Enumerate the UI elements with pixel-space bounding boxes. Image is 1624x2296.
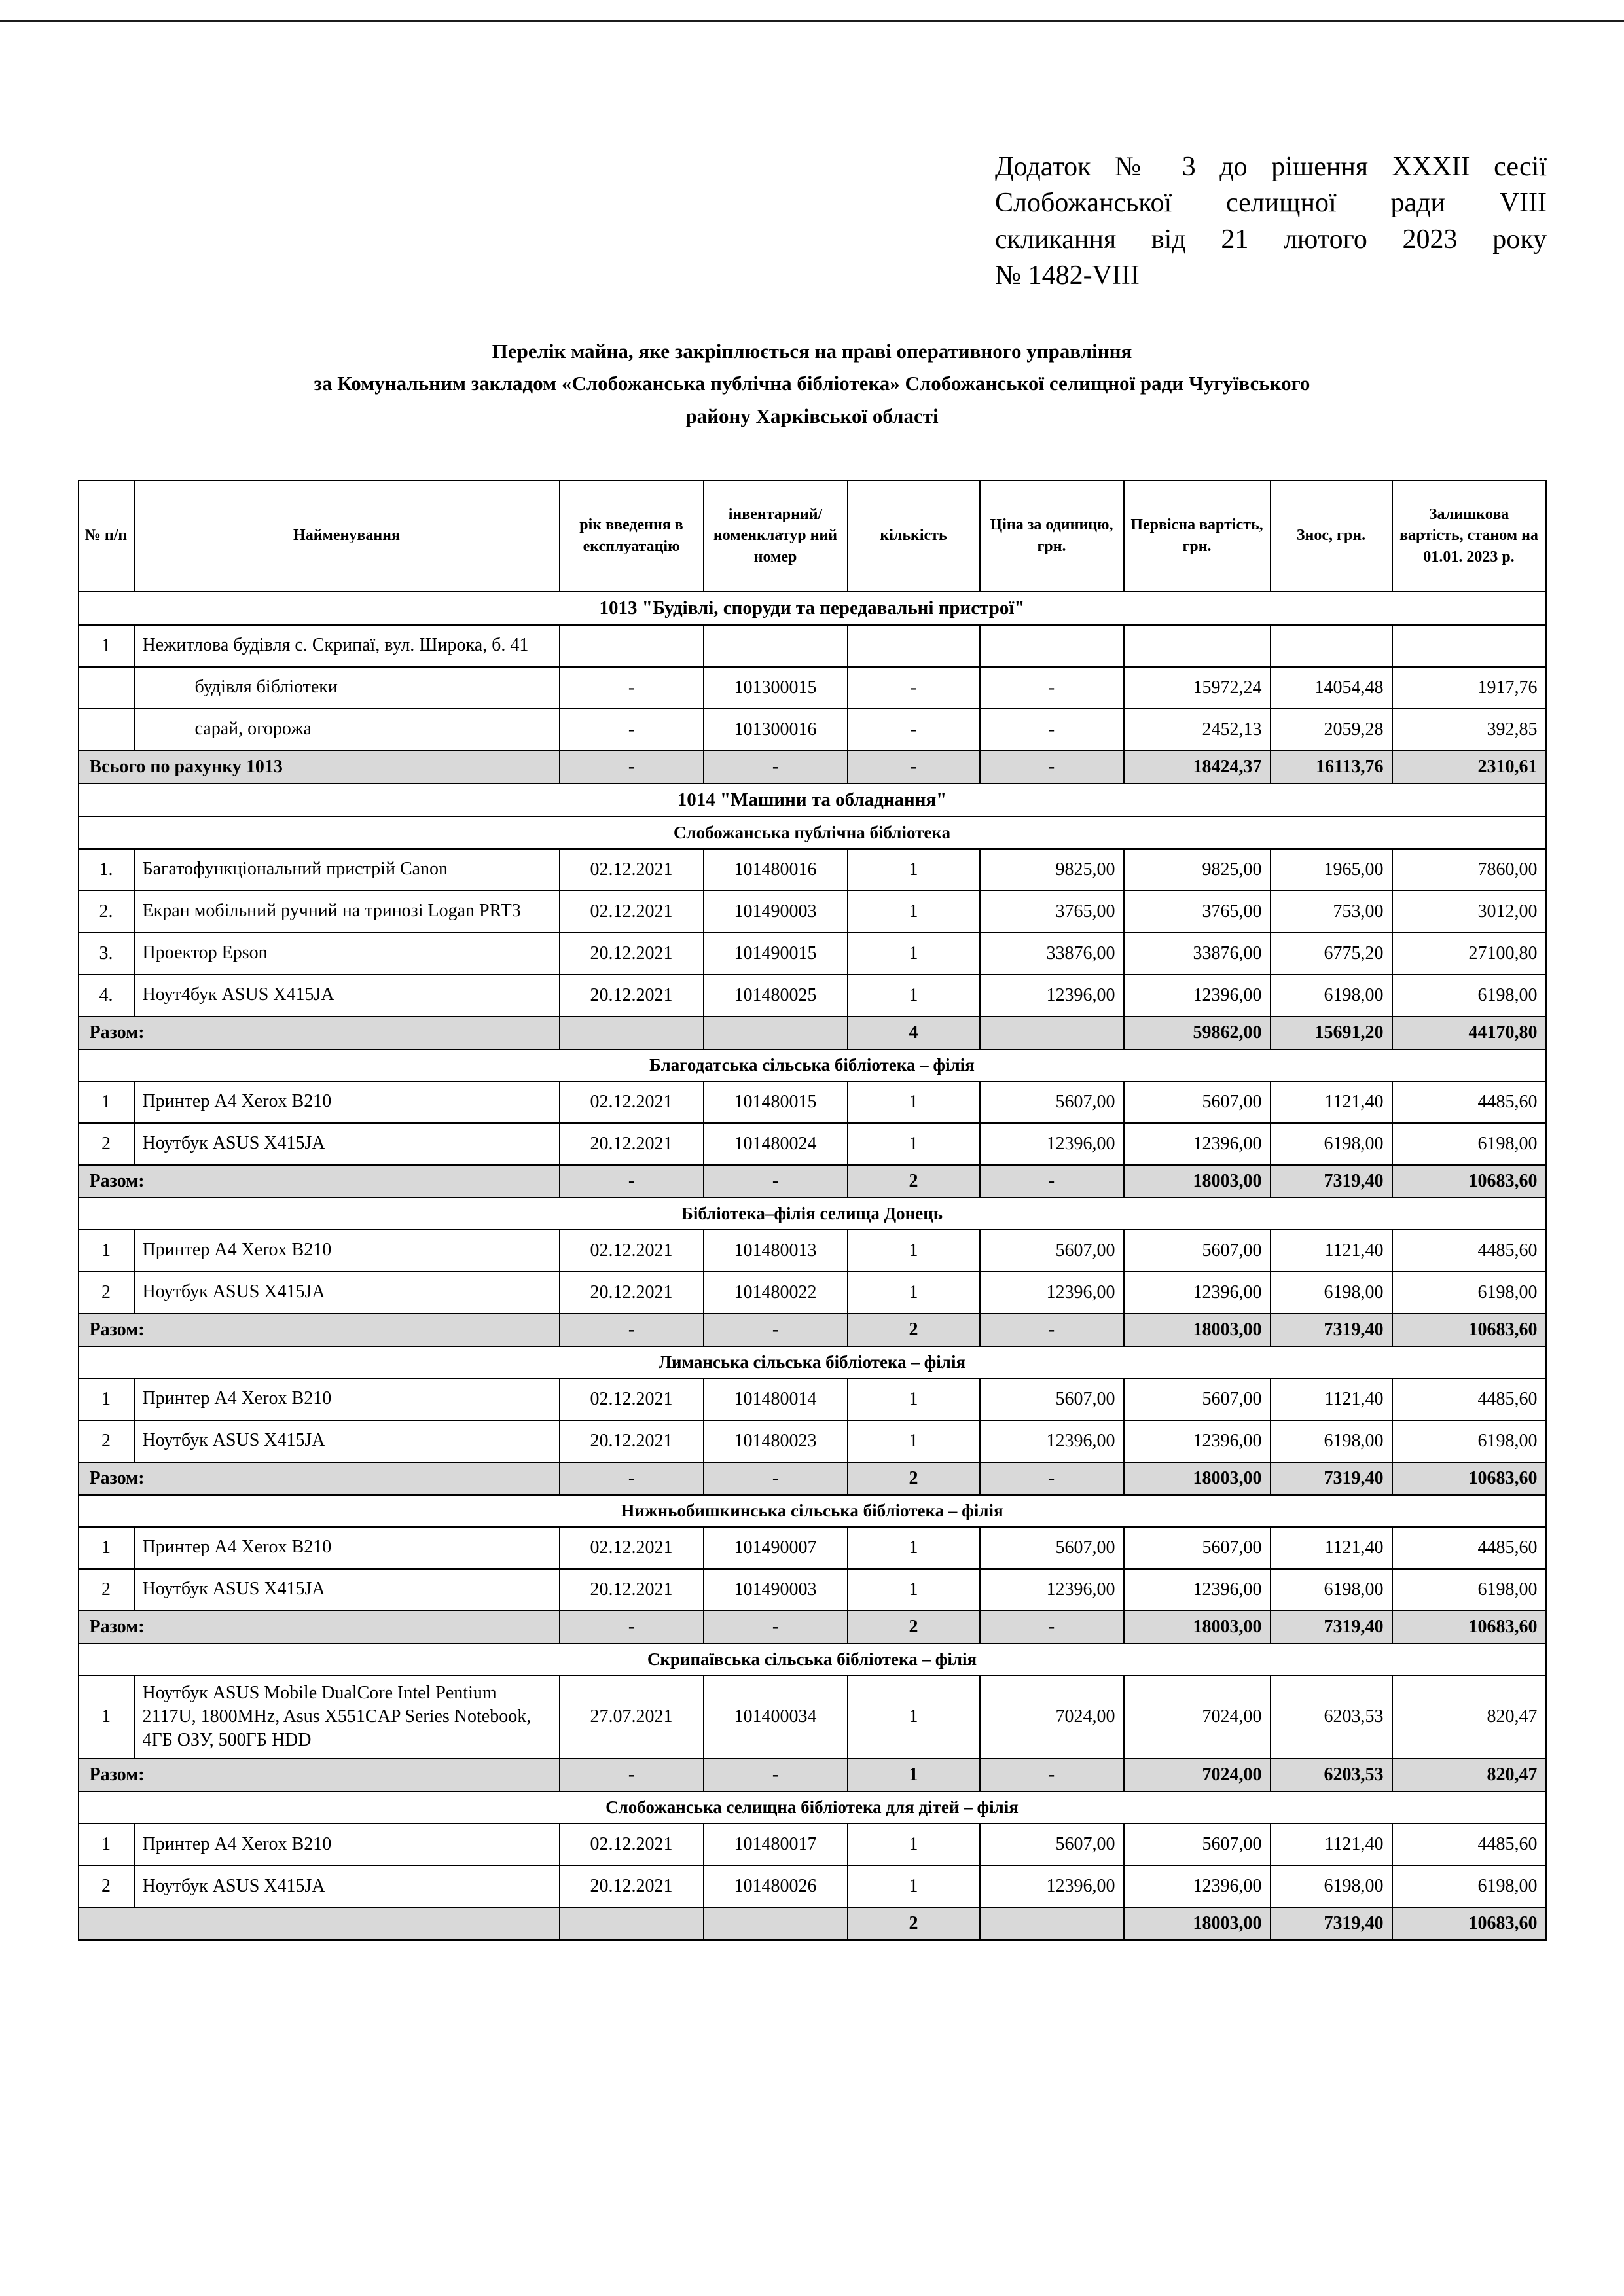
subsection-label: Слобожанська селищна бібліотека для дітей – філія <box>79 1791 1546 1823</box>
cell-inv: - <box>704 1611 848 1643</box>
cell-initial: 5607,00 <box>1124 1081 1271 1123</box>
table-row <box>79 1272 1546 1314</box>
section-label: 1013 "Будівлі, споруди та передавальні пристрої" <box>79 592 1546 625</box>
cell-initial: 15972,24 <box>1124 667 1271 709</box>
document-title-line: району Харківської області <box>685 404 939 427</box>
subsection-label: Благодатська сільська бібліотека – філія <box>79 1049 1546 1081</box>
cell-price: 5607,00 <box>980 1230 1124 1272</box>
cell-price: - <box>980 751 1124 783</box>
cell-initial: 12396,00 <box>1124 975 1271 1016</box>
appendix-note-line: № 1482-VIII <box>995 260 1140 291</box>
cell-qty: 1 <box>848 1123 980 1165</box>
cell-price: 5607,00 <box>980 1527 1124 1569</box>
cell-qty: 1 <box>848 1230 980 1272</box>
cell-year: 02.12.2021 <box>560 1823 704 1865</box>
cell-inv: - <box>704 751 848 783</box>
subsection-row <box>79 1346 1546 1378</box>
cell-name: Ноутбук ASUS X415JA <box>134 1123 560 1165</box>
cell-residual: 4485,60 <box>1392 1823 1546 1865</box>
subsection-label: Слобожанська публічна бібліотека <box>79 817 1546 849</box>
cell-name: Багатофункціональний пристрій Canon <box>134 849 560 891</box>
cell-total-label: Разом: <box>79 1314 560 1346</box>
cell-year: 02.12.2021 <box>560 1378 704 1420</box>
cell-inv: 101490003 <box>704 1569 848 1611</box>
cell-initial: 18003,00 <box>1124 1165 1271 1198</box>
cell-residual: 10683,60 <box>1392 1462 1546 1495</box>
subsection-row <box>79 1495 1546 1527</box>
cell-residual: 10683,60 <box>1392 1165 1546 1198</box>
cell-residual: 6198,00 <box>1392 1420 1546 1462</box>
cell-price: - <box>980 709 1124 751</box>
cell-qty: 1 <box>848 1378 980 1420</box>
cell-name: Ноутбук ASUS X415JA <box>134 1569 560 1611</box>
cell-qty: 1 <box>848 933 980 975</box>
cell-price: - <box>980 1611 1124 1643</box>
cell-initial: 7024,00 <box>1124 1676 1271 1759</box>
table-row <box>79 891 1546 933</box>
cell-qty: 2 <box>848 1462 980 1495</box>
cell-qty: 2 <box>848 1611 980 1643</box>
cell-qty: 1 <box>848 1081 980 1123</box>
cell-initial: 12396,00 <box>1124 1272 1271 1314</box>
cell-price: - <box>980 1759 1124 1791</box>
subsection-row <box>79 1198 1546 1230</box>
cell-name: Ноутбук ASUS X415JA <box>134 1865 560 1907</box>
cell-total-label: Разом: <box>79 1016 560 1049</box>
cell-residual: 4485,60 <box>1392 1230 1546 1272</box>
subsection-row <box>79 1791 1546 1823</box>
cell-qty: - <box>848 751 980 783</box>
cell-inv: 101400034 <box>704 1676 848 1759</box>
cell-initial: 33876,00 <box>1124 933 1271 975</box>
cell-price: 5607,00 <box>980 1081 1124 1123</box>
cell-num: 2 <box>79 1272 134 1314</box>
table-row <box>79 849 1546 891</box>
cell-year: 20.12.2021 <box>560 1123 704 1165</box>
cell-year: 20.12.2021 <box>560 933 704 975</box>
property-table-body <box>79 592 1546 1940</box>
cell-year: - <box>560 709 704 751</box>
cell-residual: 4485,60 <box>1392 1081 1546 1123</box>
cell-num: 2. <box>79 891 134 933</box>
cell-residual: 6198,00 <box>1392 1569 1546 1611</box>
cell-initial <box>1124 625 1271 667</box>
cell-inv: 101480014 <box>704 1378 848 1420</box>
cell-price: 12396,00 <box>980 1123 1124 1165</box>
cell-price: 9825,00 <box>980 849 1124 891</box>
cell-qty: - <box>848 709 980 751</box>
total-row <box>79 1165 1546 1198</box>
cell-qty: 1 <box>848 975 980 1016</box>
cell-residual: 820,47 <box>1392 1676 1546 1759</box>
cell-year: - <box>560 1314 704 1346</box>
col-header-residual-value: Залишкова вартість, станом на 01.01. 2023 р. <box>1392 480 1546 592</box>
property-table <box>78 480 1547 1941</box>
cell-inv <box>704 625 848 667</box>
cell-qty: 1 <box>848 849 980 891</box>
cell-qty: 2 <box>848 1165 980 1198</box>
cell-residual: 10683,60 <box>1392 1907 1546 1940</box>
cell-qty: 1 <box>848 1676 980 1759</box>
cell-initial: 5607,00 <box>1124 1378 1271 1420</box>
cell-wear: 6198,00 <box>1271 1420 1392 1462</box>
cell-price <box>980 625 1124 667</box>
cell-wear: 6775,20 <box>1271 933 1392 975</box>
cell-year <box>560 1016 704 1049</box>
subsection-row <box>79 817 1546 849</box>
appendix-note-line: Додаток № 3 до рішення XXXII сесії <box>995 152 1547 182</box>
table-row <box>79 1420 1546 1462</box>
appendix-note <box>995 149 1547 295</box>
col-header-wear: Знос, грн. <box>1271 480 1392 592</box>
cell-total-label <box>79 1907 560 1940</box>
cell-total-label: Всього по рахунку 1013 <box>79 751 560 783</box>
cell-inv: 101480023 <box>704 1420 848 1462</box>
subsection-row <box>79 1049 1546 1081</box>
cell-qty: 1 <box>848 891 980 933</box>
cell-num: 1 <box>79 1823 134 1865</box>
cell-total-label: Разом: <box>79 1611 560 1643</box>
cell-inv <box>704 1016 848 1049</box>
cell-initial: 12396,00 <box>1124 1123 1271 1165</box>
subsection-label: Нижньобишкинська сільська бібліотека – філія <box>79 1495 1546 1527</box>
cell-wear: 1121,40 <box>1271 1823 1392 1865</box>
cell-name: Нежитлова будівля с. Скрипаї, вул. Широка, б. 41 <box>134 625 560 667</box>
cell-num <box>79 667 134 709</box>
cell-price: - <box>980 1462 1124 1495</box>
total-row <box>79 1016 1546 1049</box>
subsection-label: Лиманська сільська бібліотека – філія <box>79 1346 1546 1378</box>
cell-wear: 753,00 <box>1271 891 1392 933</box>
cell-residual: 392,85 <box>1392 709 1546 751</box>
cell-name: Ноутбук ASUS X415JA <box>134 1272 560 1314</box>
cell-name: Ноут4бук ASUS X415JA <box>134 975 560 1016</box>
cell-wear: 7319,40 <box>1271 1907 1392 1940</box>
cell-initial: 18424,37 <box>1124 751 1271 783</box>
col-header-year: рік введення в експлуатацію <box>560 480 704 592</box>
cell-residual: 820,47 <box>1392 1759 1546 1791</box>
table-header-row <box>79 480 1546 592</box>
cell-year: - <box>560 1759 704 1791</box>
table-row <box>79 1123 1546 1165</box>
total-row <box>79 1462 1546 1495</box>
cell-initial: 12396,00 <box>1124 1420 1271 1462</box>
total-row <box>79 751 1546 783</box>
cell-initial: 7024,00 <box>1124 1759 1271 1791</box>
table-row <box>79 667 1546 709</box>
cell-wear: 6198,00 <box>1271 1865 1392 1907</box>
cell-wear: 2059,28 <box>1271 709 1392 751</box>
cell-price: 33876,00 <box>980 933 1124 975</box>
table-row <box>79 1676 1546 1759</box>
cell-wear: 1121,40 <box>1271 1230 1392 1272</box>
cell-name: Ноутбук ASUS Mobile DualCore Intel Pentium 2117U, 1800MHz, Asus X551CAP Series Notebook, 4ГБ ОЗУ, 500ГБ HDD <box>134 1676 560 1759</box>
table-row <box>79 1865 1546 1907</box>
cell-name: Принтер А4 Xerox B210 <box>134 1378 560 1420</box>
cell-qty: 1 <box>848 1272 980 1314</box>
cell-residual: 10683,60 <box>1392 1314 1546 1346</box>
cell-year: - <box>560 751 704 783</box>
cell-qty: 1 <box>848 1865 980 1907</box>
cell-qty: 1 <box>848 1569 980 1611</box>
cell-inv: 101480025 <box>704 975 848 1016</box>
cell-residual: 6198,00 <box>1392 975 1546 1016</box>
cell-year: 02.12.2021 <box>560 1230 704 1272</box>
total-row <box>79 1759 1546 1791</box>
cell-wear: 7319,40 <box>1271 1165 1392 1198</box>
cell-wear: 7319,40 <box>1271 1314 1392 1346</box>
cell-residual: 4485,60 <box>1392 1527 1546 1569</box>
cell-wear: 1121,40 <box>1271 1378 1392 1420</box>
subsection-label: Скрипаївська сільська бібліотека – філія <box>79 1643 1546 1676</box>
cell-name: Принтер А4 Xerox B210 <box>134 1230 560 1272</box>
cell-total-label: Разом: <box>79 1759 560 1791</box>
cell-year: 20.12.2021 <box>560 1420 704 1462</box>
cell-inv: 101490003 <box>704 891 848 933</box>
cell-price: - <box>980 1314 1124 1346</box>
col-header-num: № п/п <box>79 480 134 592</box>
cell-residual: 2310,61 <box>1392 751 1546 783</box>
cell-year: 20.12.2021 <box>560 1272 704 1314</box>
cell-qty: 2 <box>848 1314 980 1346</box>
cell-residual: 27100,80 <box>1392 933 1546 975</box>
cell-price: 12396,00 <box>980 975 1124 1016</box>
cell-year: 20.12.2021 <box>560 975 704 1016</box>
section-row <box>79 783 1546 817</box>
cell-num: 2 <box>79 1123 134 1165</box>
appendix-note-line: Слобожанської селищної ради VIII <box>995 188 1547 219</box>
cell-initial: 12396,00 <box>1124 1569 1271 1611</box>
cell-num: 3. <box>79 933 134 975</box>
cell-year: 20.12.2021 <box>560 1569 704 1611</box>
cell-year: 20.12.2021 <box>560 1865 704 1907</box>
cell-name: Ноутбук ASUS X415JA <box>134 1420 560 1462</box>
cell-num: 2 <box>79 1569 134 1611</box>
cell-qty: 1 <box>848 1759 980 1791</box>
col-header-quantity: кількість <box>848 480 980 592</box>
cell-wear: 1121,40 <box>1271 1527 1392 1569</box>
cell-residual: 6198,00 <box>1392 1123 1546 1165</box>
cell-wear: 14054,48 <box>1271 667 1392 709</box>
cell-year: - <box>560 667 704 709</box>
cell-qty: 2 <box>848 1907 980 1940</box>
cell-num: 1 <box>79 1378 134 1420</box>
cell-year: - <box>560 1611 704 1643</box>
cell-inv: 101300016 <box>704 709 848 751</box>
cell-name: будівля бібліотеки <box>134 667 560 709</box>
cell-wear <box>1271 625 1392 667</box>
cell-residual: 4485,60 <box>1392 1378 1546 1420</box>
cell-initial: 18003,00 <box>1124 1462 1271 1495</box>
cell-total-label: Разом: <box>79 1165 560 1198</box>
cell-price: 7024,00 <box>980 1676 1124 1759</box>
table-row <box>79 625 1546 667</box>
cell-inv: - <box>704 1314 848 1346</box>
cell-inv: 101480024 <box>704 1123 848 1165</box>
cell-qty: 1 <box>848 1823 980 1865</box>
cell-price: - <box>980 667 1124 709</box>
appendix-note-line: скликання від 21 лютого 2023 року <box>995 224 1547 255</box>
cell-wear: 6198,00 <box>1271 1569 1392 1611</box>
cell-initial: 9825,00 <box>1124 849 1271 891</box>
cell-num: 1 <box>79 1230 134 1272</box>
cell-initial: 2452,13 <box>1124 709 1271 751</box>
cell-wear: 7319,40 <box>1271 1611 1392 1643</box>
cell-qty: 1 <box>848 1420 980 1462</box>
cell-inv: 101490007 <box>704 1527 848 1569</box>
cell-name: Принтер А4 Xerox B210 <box>134 1823 560 1865</box>
cell-inv: 101480022 <box>704 1272 848 1314</box>
cell-year: 02.12.2021 <box>560 849 704 891</box>
cell-wear: 6198,00 <box>1271 1123 1392 1165</box>
cell-initial: 18003,00 <box>1124 1611 1271 1643</box>
cell-name: Екран мобільний ручний на тринозі Logan PRT3 <box>134 891 560 933</box>
document-title-line: Перелік майна, яке закріплюється на праві оперативного управління <box>492 339 1132 363</box>
cell-num <box>79 709 134 751</box>
cell-inv: 101490015 <box>704 933 848 975</box>
cell-wear: 1965,00 <box>1271 849 1392 891</box>
col-header-initial-value: Первісна вартість, грн. <box>1124 480 1271 592</box>
cell-initial: 18003,00 <box>1124 1907 1271 1940</box>
cell-price: 3765,00 <box>980 891 1124 933</box>
cell-residual: 3012,00 <box>1392 891 1546 933</box>
cell-price <box>980 1907 1124 1940</box>
cell-inv: - <box>704 1165 848 1198</box>
cell-inv: 101300015 <box>704 667 848 709</box>
cell-inv: 101480015 <box>704 1081 848 1123</box>
cell-price: 5607,00 <box>980 1378 1124 1420</box>
total-row <box>79 1611 1546 1643</box>
cell-year: 27.07.2021 <box>560 1676 704 1759</box>
document-title <box>98 335 1526 433</box>
table-row <box>79 1081 1546 1123</box>
cell-wear: 1121,40 <box>1271 1081 1392 1123</box>
total-row <box>79 1314 1546 1346</box>
cell-name: сарай, огорожа <box>134 709 560 751</box>
cell-inv: 101480013 <box>704 1230 848 1272</box>
cell-num: 1 <box>79 1081 134 1123</box>
section-label: 1014 "Машини та обладнання" <box>79 783 1546 817</box>
cell-num: 2 <box>79 1420 134 1462</box>
cell-num: 1 <box>79 1676 134 1759</box>
cell-inv: - <box>704 1759 848 1791</box>
cell-num: 1 <box>79 1527 134 1569</box>
cell-wear: 6203,53 <box>1271 1676 1392 1759</box>
cell-price: - <box>980 1165 1124 1198</box>
cell-name: Принтер А4 Xerox B210 <box>134 1081 560 1123</box>
total-row <box>79 1907 1546 1940</box>
col-header-name: Найменування <box>134 480 560 592</box>
cell-num: 1. <box>79 849 134 891</box>
cell-initial: 5607,00 <box>1124 1527 1271 1569</box>
col-header-unit-price: Ціна за одиницю, грн. <box>980 480 1124 592</box>
cell-price: 12396,00 <box>980 1420 1124 1462</box>
section-row <box>79 592 1546 625</box>
cell-residual: 10683,60 <box>1392 1611 1546 1643</box>
cell-inv: 101480016 <box>704 849 848 891</box>
cell-wear: 6198,00 <box>1271 975 1392 1016</box>
cell-initial: 18003,00 <box>1124 1314 1271 1346</box>
cell-year: - <box>560 1462 704 1495</box>
cell-year: 02.12.2021 <box>560 1081 704 1123</box>
cell-year <box>560 625 704 667</box>
cell-name: Принтер А4 Xerox B210 <box>134 1527 560 1569</box>
cell-year <box>560 1907 704 1940</box>
cell-year: - <box>560 1165 704 1198</box>
cell-residual <box>1392 625 1546 667</box>
cell-residual: 44170,80 <box>1392 1016 1546 1049</box>
table-row <box>79 1527 1546 1569</box>
table-row <box>79 1378 1546 1420</box>
cell-inv: 101480026 <box>704 1865 848 1907</box>
cell-price: 12396,00 <box>980 1272 1124 1314</box>
cell-price <box>980 1016 1124 1049</box>
table-row <box>79 975 1546 1016</box>
cell-initial: 59862,00 <box>1124 1016 1271 1049</box>
cell-year: 02.12.2021 <box>560 1527 704 1569</box>
cell-price: 12396,00 <box>980 1569 1124 1611</box>
cell-inv: - <box>704 1462 848 1495</box>
cell-wear: 6203,53 <box>1271 1759 1392 1791</box>
cell-year: 02.12.2021 <box>560 891 704 933</box>
cell-qty: 1 <box>848 1527 980 1569</box>
document-title-line: за Комунальним закладом «Слобожанська публічна бібліотека» Слобожанської селищної ради Чугуївського <box>314 372 1310 395</box>
cell-initial: 12396,00 <box>1124 1865 1271 1907</box>
cell-qty: - <box>848 667 980 709</box>
cell-residual: 1917,76 <box>1392 667 1546 709</box>
cell-wear: 15691,20 <box>1271 1016 1392 1049</box>
cell-qty: 4 <box>848 1016 980 1049</box>
cell-residual: 6198,00 <box>1392 1865 1546 1907</box>
table-row <box>79 1569 1546 1611</box>
cell-initial: 5607,00 <box>1124 1230 1271 1272</box>
cell-inv <box>704 1907 848 1940</box>
subsection-row <box>79 1643 1546 1676</box>
cell-qty <box>848 625 980 667</box>
cell-num: 2 <box>79 1865 134 1907</box>
cell-wear: 6198,00 <box>1271 1272 1392 1314</box>
cell-initial: 5607,00 <box>1124 1823 1271 1865</box>
cell-num: 4. <box>79 975 134 1016</box>
table-row <box>79 933 1546 975</box>
cell-wear: 16113,76 <box>1271 751 1392 783</box>
cell-total-label: Разом: <box>79 1462 560 1495</box>
table-row <box>79 1230 1546 1272</box>
subsection-label: Бібліотека–філія селища Донець <box>79 1198 1546 1230</box>
cell-name: Проектор Epson <box>134 933 560 975</box>
cell-price: 12396,00 <box>980 1865 1124 1907</box>
cell-price: 5607,00 <box>980 1823 1124 1865</box>
table-row <box>79 1823 1546 1865</box>
table-row <box>79 709 1546 751</box>
cell-residual: 6198,00 <box>1392 1272 1546 1314</box>
cell-wear: 7319,40 <box>1271 1462 1392 1495</box>
cell-initial: 3765,00 <box>1124 891 1271 933</box>
cell-residual: 7860,00 <box>1392 849 1546 891</box>
cell-inv: 101480017 <box>704 1823 848 1865</box>
cell-num: 1 <box>79 625 134 667</box>
scan-artifact-line <box>0 20 1624 22</box>
col-header-inventory: інвентарний/ номенклатур ний номер <box>704 480 848 592</box>
